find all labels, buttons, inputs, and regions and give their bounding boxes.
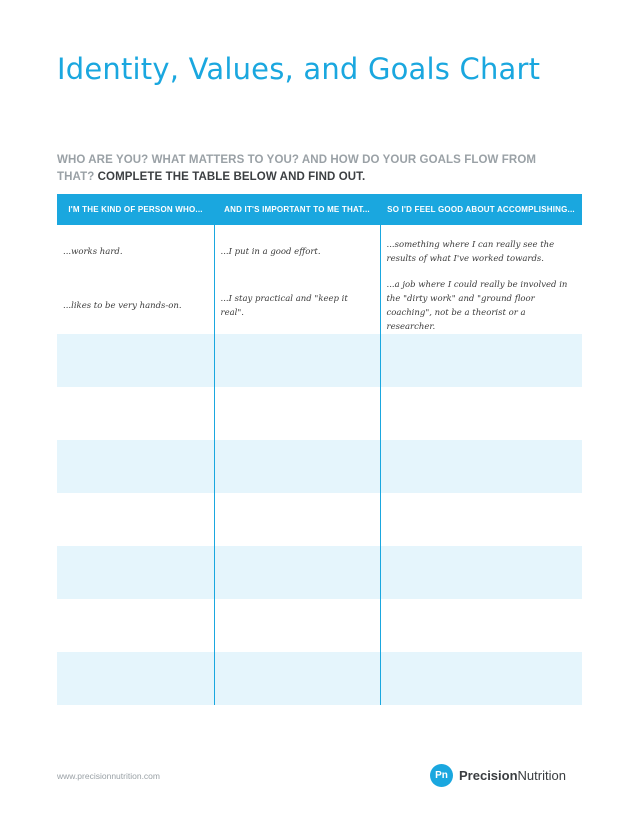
- table-cell-accomplishing[interactable]: [380, 387, 582, 440]
- table-row: [57, 440, 582, 493]
- table-cell-person[interactable]: ...works hard.: [63, 246, 123, 257]
- table-cell-important[interactable]: [214, 334, 380, 387]
- header-feel-good-accomplishing: SO I'D FEEL GOOD ABOUT ACCOMPLISHING...: [380, 194, 582, 225]
- table-cell-person[interactable]: ...likes to be very hands-on.: [63, 301, 182, 311]
- table-cell-important[interactable]: [214, 493, 380, 546]
- identity-values-goals-table: [57, 194, 582, 705]
- table-header-row: [57, 194, 582, 225]
- logo-word-nutrition: Nutrition: [517, 768, 566, 783]
- table-cell-accomplishing[interactable]: [380, 652, 582, 705]
- table-cell-accomplishing[interactable]: [380, 440, 582, 493]
- footer-url[interactable]: www.precisionnutrition.com: [57, 771, 160, 781]
- table-cell-important[interactable]: ...I put in a good effort.: [214, 225, 380, 278]
- table-cell-person[interactable]: [57, 599, 214, 652]
- table-row: [57, 387, 582, 440]
- table-cell-accomplishing[interactable]: [380, 546, 582, 599]
- logo-mark-icon: Pn: [430, 764, 453, 787]
- table-cell-accomplishing[interactable]: ...a job where I could really be involved in the "dirty work" and "ground floor coaching", not be a theorist or a researcher.: [380, 278, 582, 334]
- table-cell-important[interactable]: [214, 546, 380, 599]
- table-row: [57, 652, 582, 705]
- table-row: [57, 225, 582, 278]
- page-title: Identity, Values, and Goals Chart: [57, 52, 541, 86]
- table-cell-important[interactable]: [214, 387, 380, 440]
- table-cell-person[interactable]: [57, 387, 214, 440]
- table-cell-accomplishing[interactable]: [380, 599, 582, 652]
- table-cell-person[interactable]: [57, 546, 214, 599]
- table-row: [57, 493, 582, 546]
- table-cell-accomplishing[interactable]: [380, 493, 582, 546]
- instructions: [57, 152, 567, 186]
- table-cell-accomplishing[interactable]: ...something where I can really see the results of what I've worked towards.: [380, 225, 582, 278]
- precision-nutrition-logo: [430, 764, 566, 787]
- table-cell-person[interactable]: [57, 440, 214, 493]
- header-person-who: I'M THE KIND OF PERSON WHO...: [57, 194, 214, 225]
- table-cell-person[interactable]: [57, 334, 214, 387]
- instructions-lead: WHO ARE YOU? WHAT MATTERS TO YOU? AND HOW DO YOUR GOALS FLOW FROM THAT?: [57, 154, 537, 183]
- table-cell-important[interactable]: [214, 440, 380, 493]
- table-cell-accomplishing[interactable]: [380, 334, 582, 387]
- table-cell-person[interactable]: [57, 652, 214, 705]
- instructions-emphasis: COMPLETE THE TABLE BELOW AND FIND OUT.: [97, 171, 366, 183]
- table-row: [57, 334, 582, 387]
- table-row: [57, 546, 582, 599]
- table-cell-person[interactable]: [57, 493, 214, 546]
- table-cell-important[interactable]: [214, 652, 380, 705]
- table-row: [57, 599, 582, 652]
- header-important-to-me: AND IT'S IMPORTANT TO ME THAT...: [214, 194, 380, 225]
- table-row: [57, 278, 582, 334]
- table-cell-important[interactable]: [214, 599, 380, 652]
- logo-word-precision: Precision: [459, 768, 518, 783]
- table-cell-important[interactable]: ...I stay practical and "keep it real".: [214, 278, 380, 334]
